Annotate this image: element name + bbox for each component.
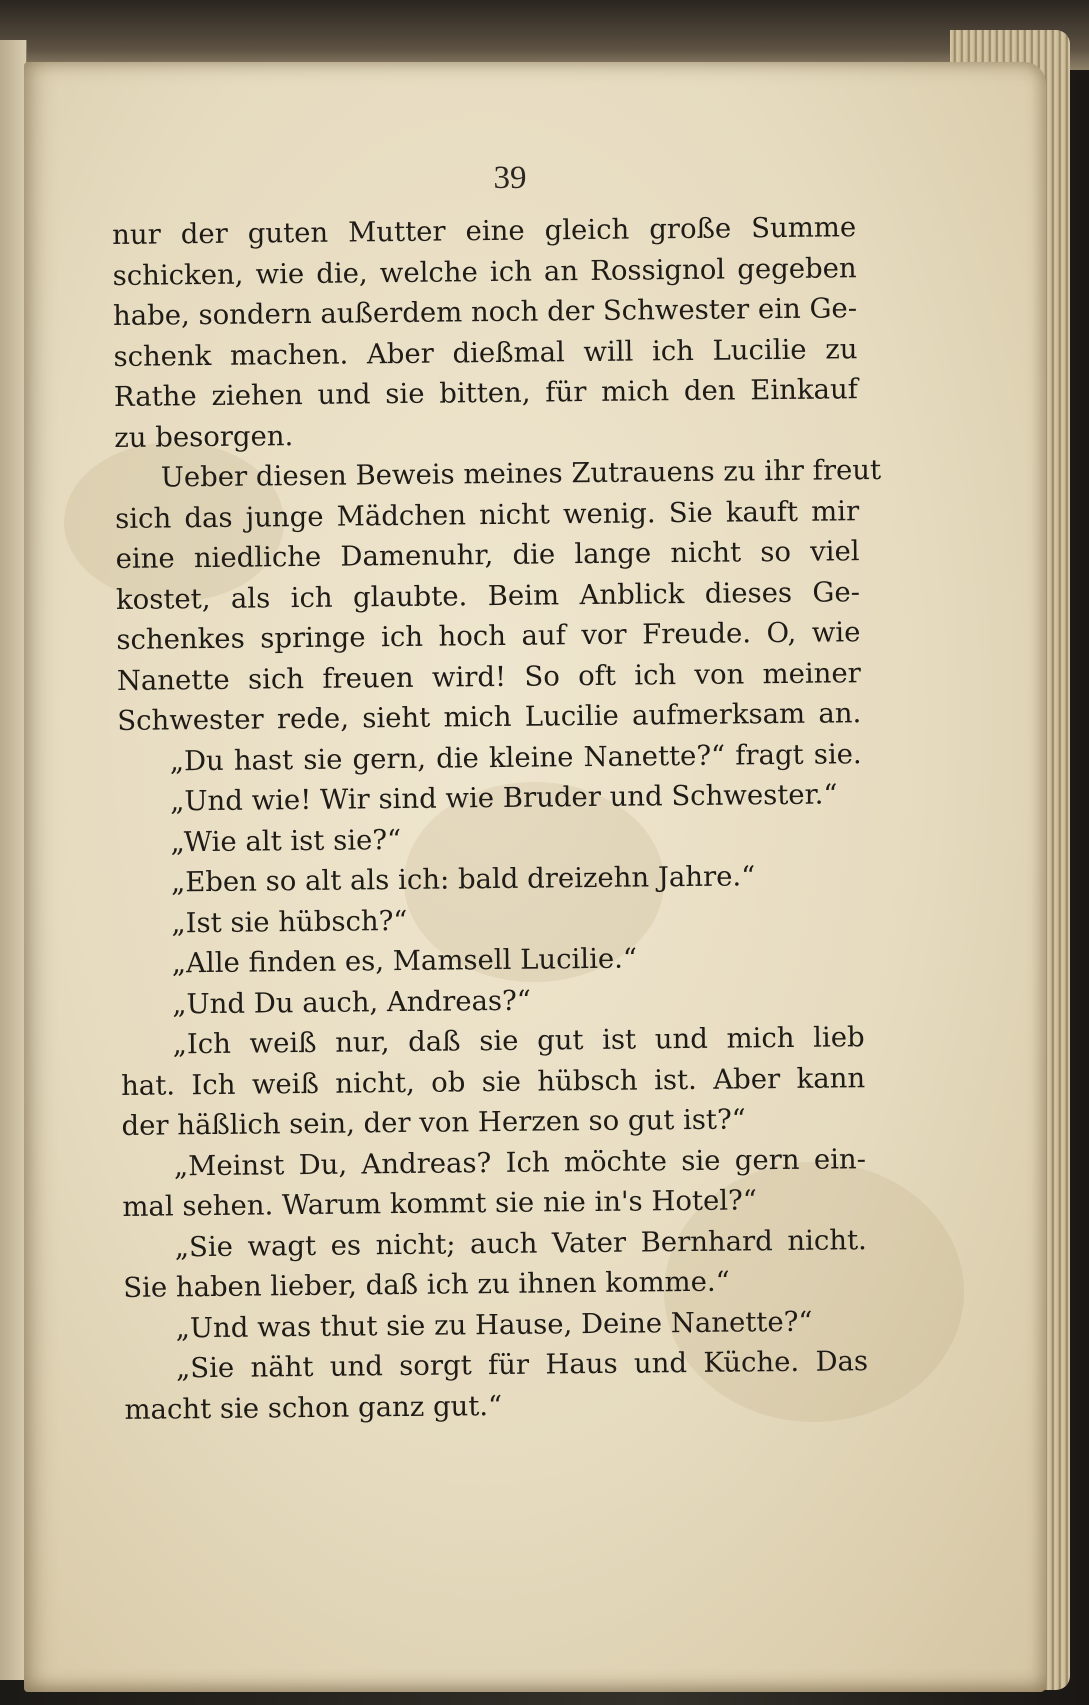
text-line: habe, sondern außerdem noch der Schwester ein Ge-: [112, 292, 858, 332]
text-line: „Du hast sie gern, die kleine Nanette?“ fragt sie.: [169, 737, 862, 777]
text-line: hat. Ich weiß nicht, ob sie hübsch ist. Aber kann: [120, 1061, 866, 1102]
text-line: eine niedliche Damenuhr, die lange nicht so viel: [115, 535, 860, 575]
text-line: schenkes springe ich hoch auf vor Freude. O, wie: [116, 616, 861, 656]
page-number: 39: [493, 160, 527, 196]
text-line: „Eben so alt als ich: bald dreizehn Jahre.“: [170, 860, 756, 899]
text-line: mal sehen. Warum kommt sie nie in's Hotel?“: [122, 1184, 758, 1223]
text-line: „Sie wagt es nicht; auch Vater Bernhard nicht.: [174, 1223, 867, 1263]
text-line: macht sie schon ganz gut.“: [124, 1389, 503, 1426]
text-line: „Und was thut sie zu Hause, Deine Nanette?“: [175, 1305, 813, 1344]
text-line: Sie haben lieber, daß ich zu ihnen komme.“: [123, 1265, 730, 1304]
text-line: sich das junge Mädchen nicht wenig. Sie kauft mir: [115, 494, 860, 535]
text-line: der häßlich sein, der von Herzen so gut ist?“: [121, 1103, 746, 1142]
text-line: „Sie näht und sorgt für Haus und Küche. Das: [175, 1345, 869, 1385]
text-line: „Meinst Du, Andreas? Ich möchte sie gern ein-: [173, 1142, 867, 1182]
text-line: „Und wie! Wir sind wie Bruder und Schwester.“: [169, 778, 838, 818]
text-line: „Ich weiß nur, daß sie gut ist und mich lieb: [172, 1021, 865, 1061]
text-line: Schwester rede, sieht mich Lucilie aufmerksam an.: [117, 697, 862, 737]
text-line: nur der guten Mutter eine gleich große Summe: [112, 211, 857, 251]
text-line: Nanette sich freuen wird! So oft ich von meiner: [116, 656, 862, 697]
facing-page-edge: [0, 40, 27, 1680]
page-body-text: [112, 207, 882, 1430]
text-line: kostet, als ich glaubte. Beim Anblick dieses Ge-: [115, 575, 861, 616]
text-line: zu besorgen.: [114, 419, 294, 454]
text-line: „Ist sie hübsch?“: [171, 904, 408, 939]
text-line: Ueber diesen Beweis meines Zutrauens zu ihr freut: [160, 453, 882, 494]
text-line: „Alle finden es, Mamsell Lucilie.“: [171, 942, 638, 980]
text-line: „Wie alt ist sie?“: [170, 823, 402, 858]
text-line: schicken, wie die, welche ich an Rossignol gegeben: [112, 251, 857, 292]
book-cover-edge: [0, 0, 1089, 70]
text-line: schenk machen. Aber dießmal will ich Lucilie zu: [113, 332, 858, 373]
text-line: Rathe ziehen und sie bitten, für mich den Einkauf: [113, 373, 859, 413]
text-line: „Und Du auch, Andreas?“: [172, 984, 532, 1020]
